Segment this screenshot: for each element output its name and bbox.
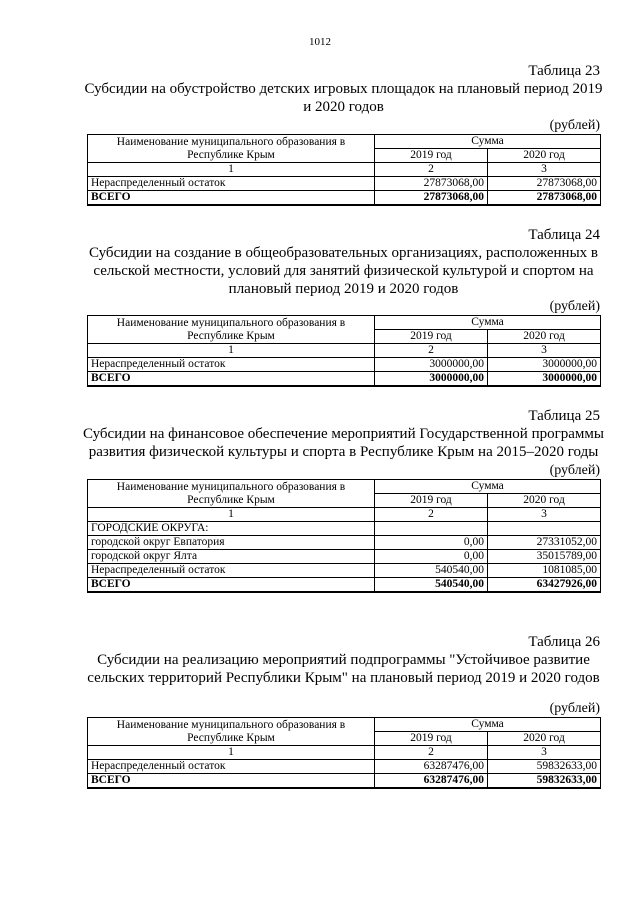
col-number: 3: [488, 163, 601, 177]
table-label: Таблица 25: [528, 408, 600, 424]
table-section-24: [87, 226, 600, 387]
units-label: (рублей): [549, 299, 600, 314]
row-value-2019: 63287476,00: [375, 760, 488, 774]
col-number: 3: [488, 344, 601, 358]
row-name: Нераспределенный остаток: [88, 760, 375, 774]
row-name: городской округ Ялта: [88, 550, 375, 564]
table-title: Субсидии на реализацию мероприятий подпрограммы "Устойчивое развитие сельских территорий Республики Крым" на плановый период 2019 и 2020 годов: [87, 652, 600, 686]
total-row: [88, 774, 601, 789]
header-name: Наименование муниципального образования в Республике Крым: [88, 718, 375, 746]
total-name: ВСЕГО: [88, 774, 375, 789]
table-section-25: [82, 407, 604, 593]
row-name: городской округ Евпатория: [88, 536, 375, 550]
row-value-2020: 27331052,00: [488, 536, 601, 550]
header-year-2020: 2020 год: [488, 149, 601, 163]
col-number: 1: [88, 344, 375, 358]
total-value-2020: 27873068,00: [488, 191, 601, 206]
col-number: 1: [88, 163, 375, 177]
table-row: [88, 564, 601, 578]
table-row: [88, 536, 601, 550]
group-name: ГОРОДСКИЕ ОКРУГА:: [88, 522, 375, 536]
row-value-2019: 27873068,00: [375, 177, 488, 191]
row-value-2019: 0,00: [375, 536, 488, 550]
total-value-2019: 63287476,00: [375, 774, 488, 789]
col-number: 1: [88, 508, 375, 522]
units-label: (рублей): [549, 701, 600, 716]
header-year-2019: 2019 год: [375, 732, 488, 746]
row-name: Нераспределенный остаток: [88, 177, 375, 191]
table-label: Таблица 26: [528, 634, 600, 650]
total-row: [88, 578, 601, 593]
units-label: (рублей): [549, 463, 600, 478]
total-value-2019: 540540,00: [375, 578, 488, 593]
total-row: [88, 372, 601, 387]
row-value-2020: 27873068,00: [488, 177, 601, 191]
row-value-2020: 35015789,00: [488, 550, 601, 564]
row-name: Нераспределенный остаток: [88, 358, 375, 372]
header-name: Наименование муниципального образования в Республике Крым: [88, 135, 375, 163]
header-year-2020: 2020 год: [488, 494, 601, 508]
col-number: 2: [375, 163, 488, 177]
header-sum: Сумма: [375, 316, 601, 330]
table-row: [88, 550, 601, 564]
table-section-26: [87, 633, 600, 789]
header-year-2019: 2019 год: [375, 494, 488, 508]
total-value-2019: 27873068,00: [375, 191, 488, 206]
table-label: Таблица 24: [528, 227, 600, 243]
col-number: 2: [375, 508, 488, 522]
header-sum: Сумма: [375, 718, 601, 732]
page-number: 1012: [309, 36, 331, 48]
header-year-2019: 2019 год: [375, 149, 488, 163]
table-title: Субсидии на обустройство детских игровых площадок на плановый период 2019 и 2020 годов: [84, 81, 603, 115]
col-number: 2: [375, 344, 488, 358]
total-name: ВСЕГО: [88, 191, 375, 206]
header-name: Наименование муниципального образования в Республике Крым: [88, 480, 375, 508]
row-value-2019: 540540,00: [375, 564, 488, 578]
row-value-2020: 59832633,00: [488, 760, 601, 774]
row-value-2020: 1081085,00: [488, 564, 601, 578]
row-value-2020: 3000000,00: [488, 358, 601, 372]
row-name: Нераспределенный остаток: [88, 564, 375, 578]
total-value-2020: 59832633,00: [488, 774, 601, 789]
total-row: [88, 191, 601, 206]
header-name: Наименование муниципального образования в Республике Крым: [88, 316, 375, 344]
group-row: [88, 522, 601, 536]
row-value-2019: 0,00: [375, 550, 488, 564]
table-section-23: [84, 62, 603, 206]
total-value-2019: 3000000,00: [375, 372, 488, 387]
header-year-2020: 2020 год: [488, 732, 601, 746]
col-number: 3: [488, 746, 601, 760]
table-title: Субсидии на финансовое обеспечение мероприятий Государственной программы развития физической культуры и спорта в Республике Крым на 2015–2020 годы: [82, 426, 604, 460]
col-number: 1: [88, 746, 375, 760]
data-table: [87, 479, 601, 593]
table-row: [88, 177, 601, 191]
table-row: [88, 760, 601, 774]
total-name: ВСЕГО: [88, 372, 375, 387]
header-sum: Сумма: [375, 135, 601, 149]
total-value-2020: 3000000,00: [488, 372, 601, 387]
header-sum: Сумма: [375, 480, 601, 494]
header-year-2020: 2020 год: [488, 330, 601, 344]
data-table: [87, 134, 601, 206]
table-row: [88, 358, 601, 372]
table-label: Таблица 23: [528, 63, 600, 79]
col-number: 3: [488, 508, 601, 522]
row-value-2019: 3000000,00: [375, 358, 488, 372]
total-name: ВСЕГО: [88, 578, 375, 593]
data-table: [87, 717, 601, 789]
units-label: (рублей): [549, 118, 600, 133]
col-number: 2: [375, 746, 488, 760]
table-title: Субсидии на создание в общеобразовательных организациях, расположенных в сельской местности, условий для занятий физической культурой и спортом на плановый период 2019 и 2020 годов: [89, 245, 598, 297]
data-table: [87, 315, 601, 387]
header-year-2019: 2019 год: [375, 330, 488, 344]
total-value-2020: 63427926,00: [488, 578, 601, 593]
